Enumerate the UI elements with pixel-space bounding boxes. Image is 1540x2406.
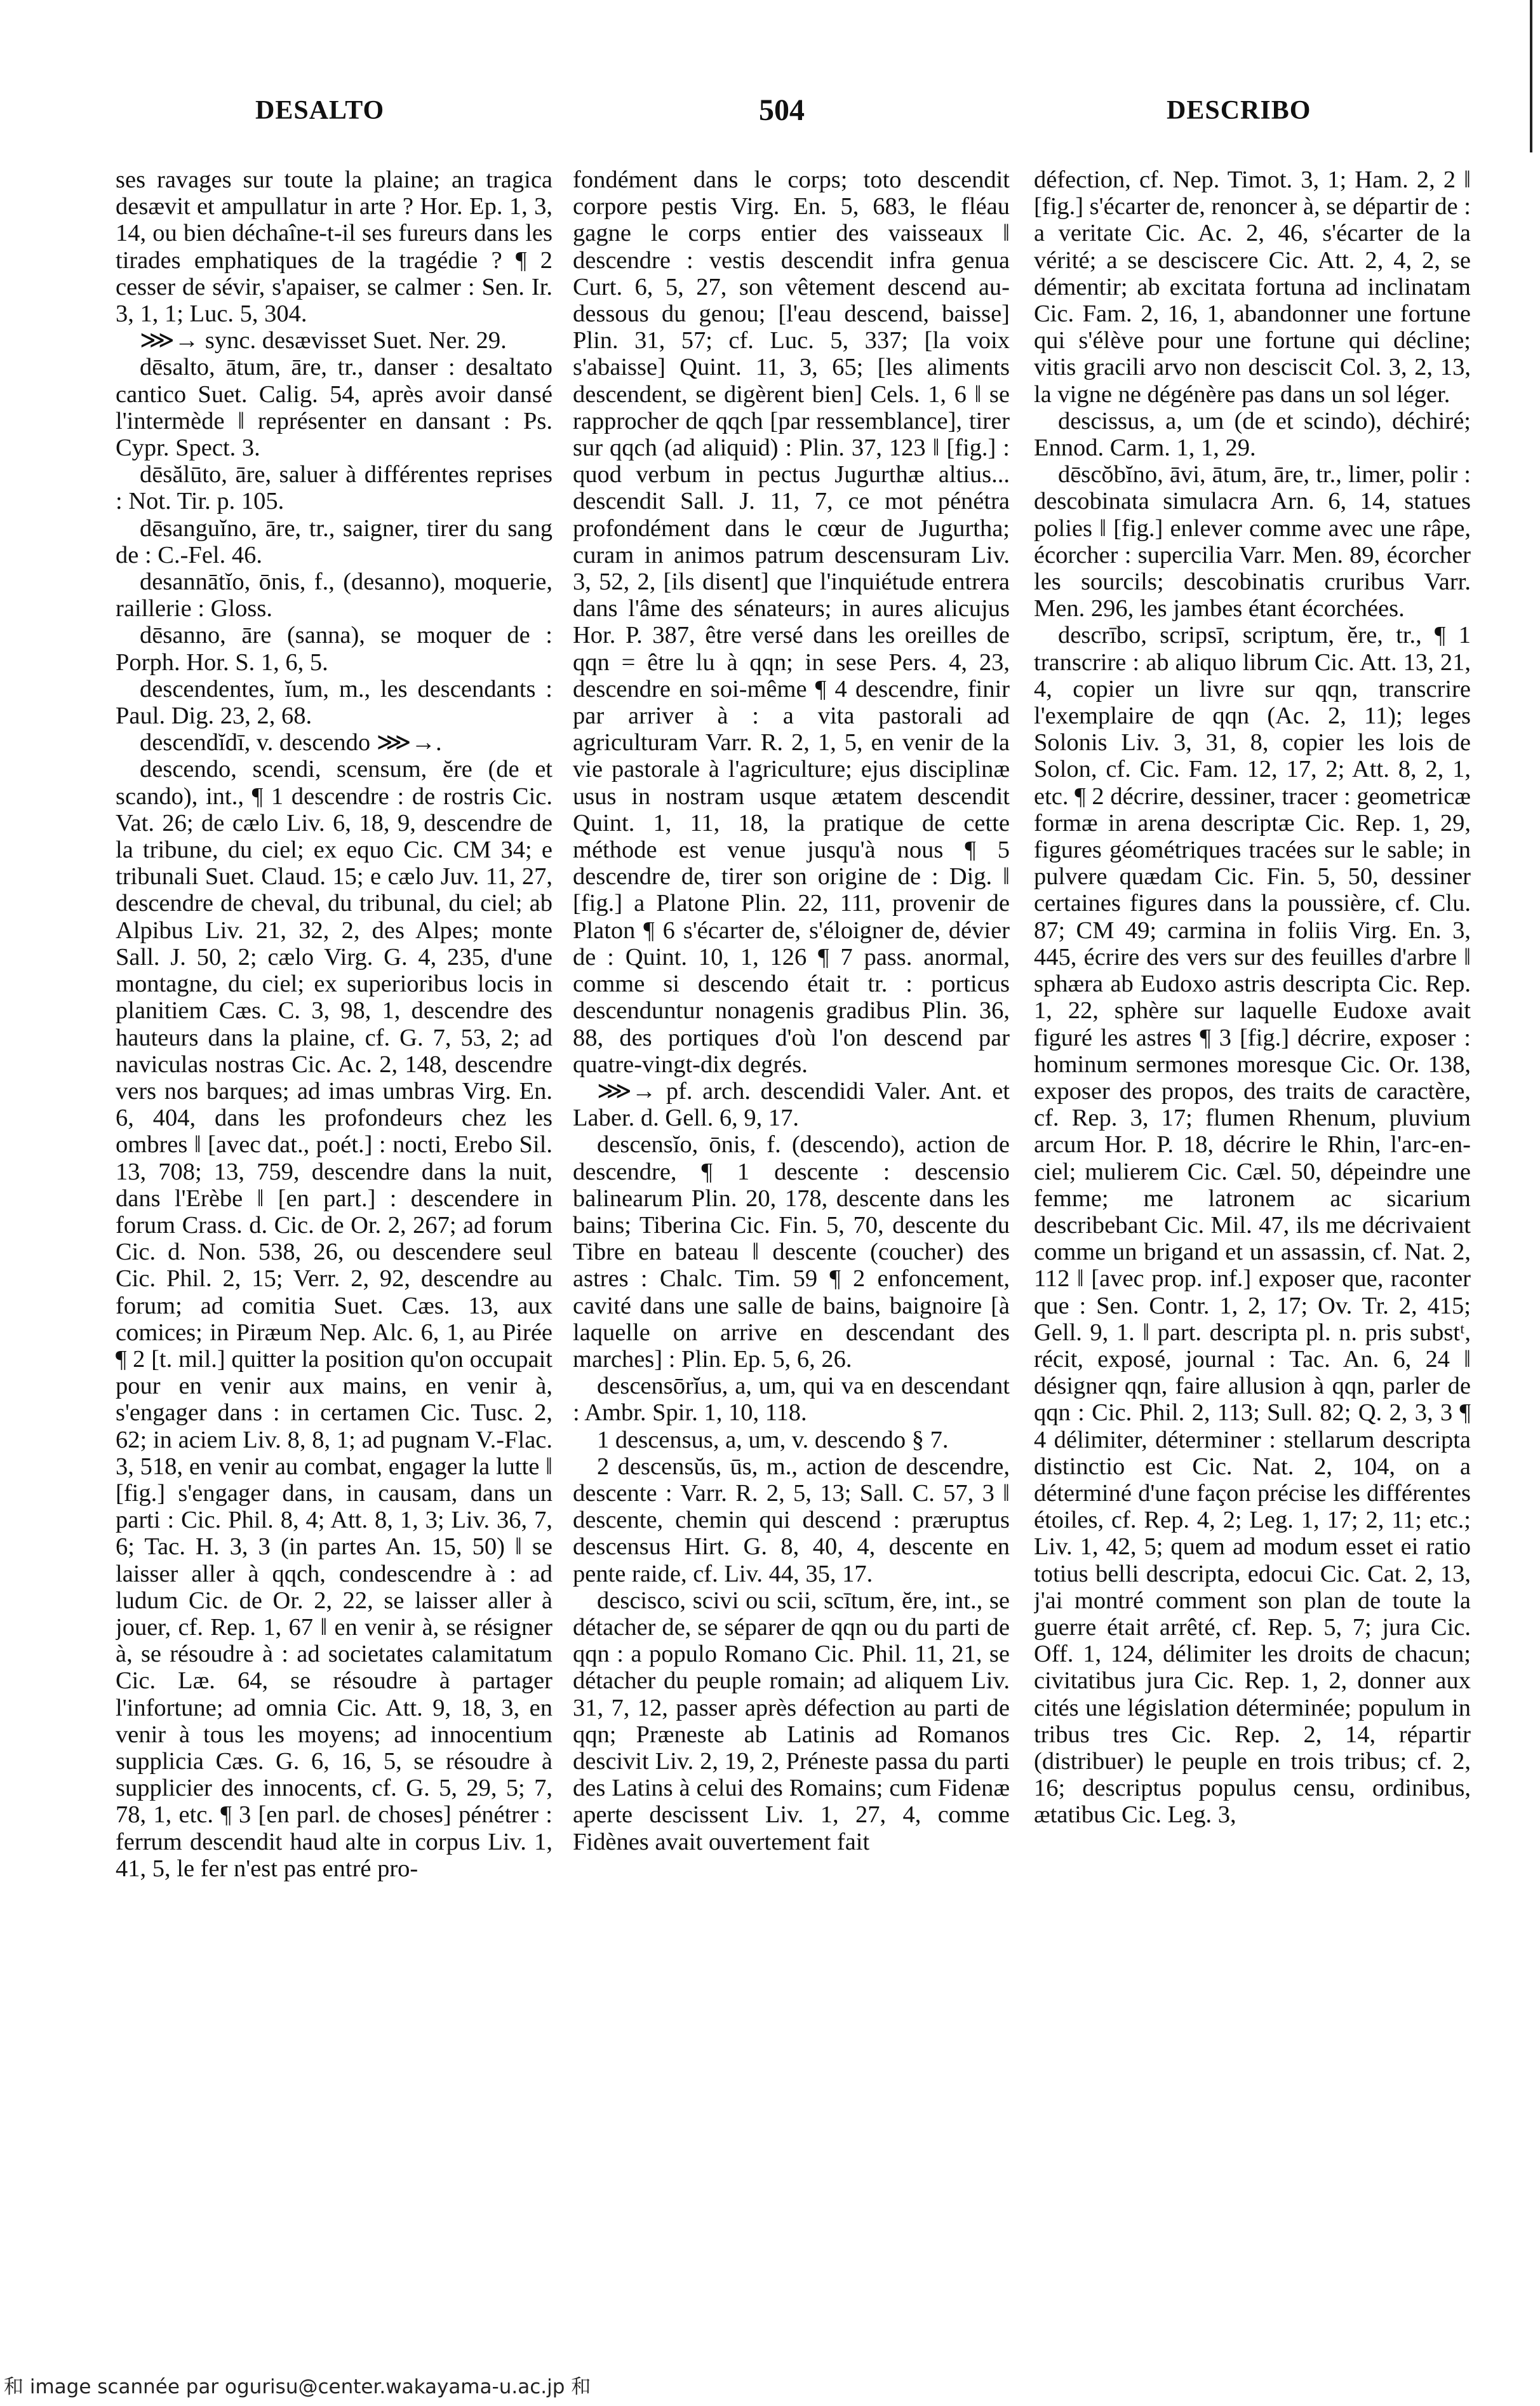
dictionary-entry: desannātĭo, ōnis, f., (desanno), moquerie, raillerie : Gloss. — [116, 568, 552, 622]
page-header — [0, 95, 1540, 140]
dictionary-entry: descendentes, ĭum, m., les descendants : Paul. Dig. 23, 2, 68. — [116, 675, 552, 730]
dictionary-entry: 1 descensus, a, um, v. descendo § 7. — [597, 1426, 949, 1453]
cross-reference-note: ⋙→ sync. desævisset Suet. Ner. 29. — [140, 327, 507, 354]
column-2 — [573, 166, 1010, 2332]
left-running-headword: DESALTO — [255, 96, 385, 125]
page-edge-rule — [1530, 0, 1532, 152]
column-1 — [116, 166, 552, 2332]
right-running-headword: DESCRIBO — [1167, 96, 1311, 125]
column-3 — [1034, 166, 1471, 2332]
dictionary-entry: dēsălūto, āre, saluer à différentes reprises : Not. Tir. p. 105. — [116, 461, 552, 515]
page-number: 504 — [759, 93, 805, 127]
entry-continuation: fondément dans le corps; toto descendit corpore pestis Virg. En. 5, 683, le fléau gagne le corps entier des vaisseaux ‖ descendre : vestis descendit infra genua Curt. 6, 5, 27, son vêtement descend au-dessous du genou; [l'eau descend, baisse] Plin. 31, 57; cf. Luc. 5, 337; [la voix s'abaisse] Quint. 11, 3, 65; [les aliments descendent, se digèrent bien] Cels. 1, 6 ‖ se rapprocher de qqch [par ressemblance], tirer sur qqch (ad aliquid) : Plin. 37, 123 ‖ [fig.] : quod verbum in pectus Jugurthæ altius... descendit Sall. J. 11, 7, ce mot pénétra profondément dans le cœur de Jugurtha; curam in animos patrum descensuram Liv. 3, 52, 2, [ils disent] que l'inquiétude entrera dans l'âme des sénateurs; in aures alicujus Hor. P. 387, être versé dans les oreilles de qqn = être lu à qqn; in sese Pers. 4, 23, descendre en soi-même ¶ 4 descendre, finir par arriver à : a vita pastorali ad agriculturam Varr. R. 2, 1, 5, en venir de la vie pastorale à l'agriculture; ejus disciplinæ usus in nostram usque ætatem descendit Quint. 1, 11, 18, la pratique de cette méthode est venue jusqu'à nous ¶ 5 descendre de, tirer son origine de : Dig. ‖ [fig.] a Platone Plin. 22, 111, provenir de Platon ¶ 6 s'écarter de, s'éloigner de, dévier de : Quint. 10, 1, 126 ¶ 7 pass. anormal, comme si descendo était tr. : porticus descenduntur nonagenis gradibus Plin. 36, 88, des portiques d'où l'on descend par quatre-vingt-dix degrés. — [573, 166, 1010, 1078]
dictionary-entry: descendĭdī, v. descendo ⋙→. — [140, 729, 442, 756]
scan-credit-footer: 和 image scannée par ogurisu@center.wakayama-u.ac.jp 和 — [4, 2376, 591, 2398]
dictionary-entry: descissus, a, um (de et scindo), déchiré; Ennod. Carm. 1, 1, 29. — [1034, 407, 1471, 462]
cross-reference-note: ⋙→ pf. arch. descendidi Valer. Ant. et Laber. d. Gell. 6, 9, 17. — [573, 1077, 1010, 1132]
dictionary-entry: dēsalto, ātum, āre, tr., danser : desaltato cantico Suet. Calig. 54, après avoir dansé l'intermède ‖ représenter en dansant : Ps. Cypr. Spect. 3. — [116, 354, 552, 462]
dictionary-entry: descensĭo, ōnis, f. (descendo), action de descendre, ¶ 1 descente : descensio balinearum Plin. 20, 178, descente dans les bains; Tiberina Cic. Fin. 5, 70, descente du Tibre en bateau ‖ descente (coucher) des astres : Chalc. Tim. 59 ¶ 2 enfoncement, cavité dans une salle de bains, baignoire [à laquelle on arrive en descendant des marches] : Plin. Ep. 5, 6, 26. — [573, 1131, 1010, 1373]
dictionary-entry: descrībo, scripsī, scriptum, ĕre, tr., ¶ 1 transcrire : ab aliquo librum Cic. Att. 13, 21, 4, copier un livre sur qqn, transcrire l'exemplaire de qqn (Ac. 2, 11); leges Solonis Liv. 3, 31, 8, copier les lois de Solon, cf. Cic. Fam. 12, 17, 2; Att. 8, 2, 1, etc. ¶ 2 décrire, dessiner, tracer : geometricæ formæ in arena descriptæ Cic. Rep. 1, 29, figures géométriques tracées sur le sable; in pulvere quædam Cic. Fin. 5, 50, dessiner certaines figures dans la poussière, cf. Clu. 87; CM 49; carmina in foliis Virg. En. 3, 445, écrire des vers sur des feuilles d'arbre ‖ sphæra ab Eudoxo astris descripta Cic. Rep. 1, 22, sphère sur laquelle Eudoxe avait figuré les astres ¶ 3 [fig.] décrire, exposer : hominum sermones moresque Cic. Or. 138, exposer des propos, des traits de caractère, cf. Rep. 3, 17; flumen Rhenum, pluvium arcum Hor. P. 18, décrire le Rhin, l'arc-en-ciel; mulierem Cic. Cæl. 50, dépeindre une femme; me latronem ac sicarium describebant Cic. Mil. 47, ils me décrivaient comme un brigand et un assassin, cf. Nat. 2, 112 ‖ [avec prop. inf.] exposer que, raconter que : Sen. Contr. 1, 2, 17; Ov. Tr. 2, 415; Gell. 9, 1. ‖ part. descripta pl. n. pris substᵗ, récit, exposé, journal : Tac. An. 6, 24 ‖ désigner qqn, faire allusion à qqn, parler de qqn : Cic. Phil. 2, 113; Sull. 82; Q. 2, 3, 3 ¶ 4 délimiter, déterminer : stellarum descripta distinctio est Cic. Nat. 2, 104, on a déterminé d'une façon précise les différentes étoiles, cf. Rep. 4, 2; Leg. 1, 17; 2, 11; etc.; Liv. 1, 42, 5; quem ad modum esset ei ratio totius belli descripta, edocui Cic. Cat. 2, 13, j'ai montré comment son plan de toute la guerre était arrêté, cf. Rep. 5, 7; jura Cic. Off. 1, 124, délimiter les droits de chacun; civitatibus jura Cic. Rep. 1, 2, donner aux cités une législation déterminée; populum in tribus tres Cic. Rep. 2, 14, répartir (distribuer) le peuple en trois tribus; cf. 2, 16; descriptus populus censu, ordinibus, ætatibus Cic. Leg. 3, — [1034, 622, 1471, 1829]
dictionary-entry: 2 descensŭs, ūs, m., action de descendre, descente : Varr. R. 2, 5, 13; Sall. C. 57, 3 ‖ descente, chemin qui descend : præruptus descensus Hirt. G. 8, 40, 4, descente en pente raide, cf. Liv. 44, 35, 17. — [573, 1453, 1010, 1587]
entry-continuation: ses ravages sur toute la plaine; an tragica desævit et ampullatur in arte ? Hor. Ep. 1, 3, 14, ou bien déchaîne-t-il ses fureurs dans les tirades emphatiques de la tragédie ? ¶ 2 cesser de sévir, s'apaiser, se calmer : Sen. Ir. 3, 1, 1; Luc. 5, 304. — [116, 166, 552, 328]
entry-continuation: défection, cf. Nep. Timot. 3, 1; Ham. 2, 2 ‖ [fig.] s'écarter de, renoncer à, se départir de : a veritate Cic. Ac. 2, 46, s'écarter de la vérité; a se desciscere Cic. Att. 2, 4, 2, se démentir; ab excitata fortuna ad inclinatam Cic. Fam. 2, 16, 1, abandonner une fortune qui s'élève pour une fortune qui décline; vitis gracili arvo non desciscit Col. 3, 2, 13, la vigne ne dégénère pas dans un sol léger. — [1034, 166, 1471, 408]
dictionary-entry: descensōrĭus, a, um, qui va en descendant : Ambr. Spir. 1, 10, 118. — [573, 1373, 1010, 1427]
dictionary-entry: descendo, scendi, scensum, ĕre (de et scando), int., ¶ 1 descendre : de rostris Cic. Vat. 26; de cælo Liv. 6, 18, 9, descendre de la tribune, du ciel; ex equo Cic. CM 34; e tribunali Suet. Claud. 15; e cælo Juv. 11, 27, descendre de cheval, du tribunal, du ciel; ab Alpibus Liv. 21, 32, 2, des Alpes; monte Sall. J. 50, 2; cælo Virg. G. 4, 235, d'une montagne, du ciel; ex superioribus locis in planitiem Cæs. C. 3, 98, 1, descendre des hauteurs dans la plaine, cf. G. 7, 53, 2; ad naviculas nostras Cic. Ac. 2, 148, descendre vers nos barques; ad imas umbras Virg. En. 6, 404, dans les profondeurs chez les ombres ‖ [avec dat., poét.] : nocti, Erebo Sil. 13, 708; 13, 759, descendre dans la nuit, dans l'Erèbe ‖ [en part.] : descendere in forum Crass. d. Cic. de Or. 2, 267; ad forum Cic. d. Non. 538, 26, ou descendere seul Cic. Phil. 2, 15; Verr. 2, 92, descendre au forum; ad comitia Suet. Cæs. 13, aux comices; in Piræum Nep. Alc. 6, 1, au Pirée ¶ 2 [t. mil.] quitter la position qu'on occupait pour en venir aux mains, en venir à, s'engager dans : in certamen Cic. Tusc. 2, 62; in aciem Liv. 8, 8, 1; ad pugnam V.-Flac. 3, 518, en venir au combat, engager la lutte ‖ [fig.] s'engager dans, in causam, dans un parti : Cic. Phil. 8, 4; Att. 8, 1, 3; Liv. 36, 7, 6; Tac. H. 3, 3 (in partes An. 15, 50) ‖ se laisser aller à qqch, condescendre à : ad ludum Cic. de Or. 2, 22, se laisser aller à jouer, cf. Rep. 1, 67 ‖ en venir à, se résigner à, se résoudre à : ad societates calamitatum Cic. Læ. 64, se résoudre à partager l'infortune; ad omnia Cic. Att. 9, 18, 3, en venir à tous les moyens; ad innocentium supplicia Cæs. G. 6, 16, 5, se résoudre à supplicier des innocents, cf. G. 5, 29, 5; 7, 78, 1, etc. ¶ 3 [en parl. de choses] pénétrer : ferrum descendit haud alte in corpus Liv. 1, 41, 5, le fer n'est pas entré pro- — [116, 756, 552, 1882]
dictionary-entry: descisco, scivi ou scii, scītum, ĕre, int., se détacher de, se séparer de qqn ou du parti de qqn : a populo Romano Cic. Phil. 11, 21, se détacher du peuple romain; ad aliquem Liv. 31, 7, 12, passer après défection au parti de qqn; Præneste ab Latinis ad Romanos descivit Liv. 2, 19, 2, Préneste passa du parti des Latins à celui des Romains; cum Fidenæ aperte descissent Liv. 1, 27, 4, comme Fidènes avait ouvertement fait — [573, 1587, 1010, 1855]
dictionary-entry: dēscŏbĭno, āvi, ātum, āre, tr., limer, polir : descobinata simulacra Arn. 6, 14, statues polies ‖ [fig.] enlever comme avec une râpe, écorcher : supercilia Varr. Men. 89, écorcher les sourcils; descobinatis cruribus Varr. Men. 296, les jambes étant écorchées. — [1034, 461, 1471, 622]
dictionary-entry: dēsanguĭno, āre, tr., saigner, tirer du sang de : C.-Fel. 46. — [116, 514, 552, 568]
dictionary-entry: dēsanno, āre (sanna), se moquer de : Porph. Hor. S. 1, 6, 5. — [116, 622, 552, 676]
